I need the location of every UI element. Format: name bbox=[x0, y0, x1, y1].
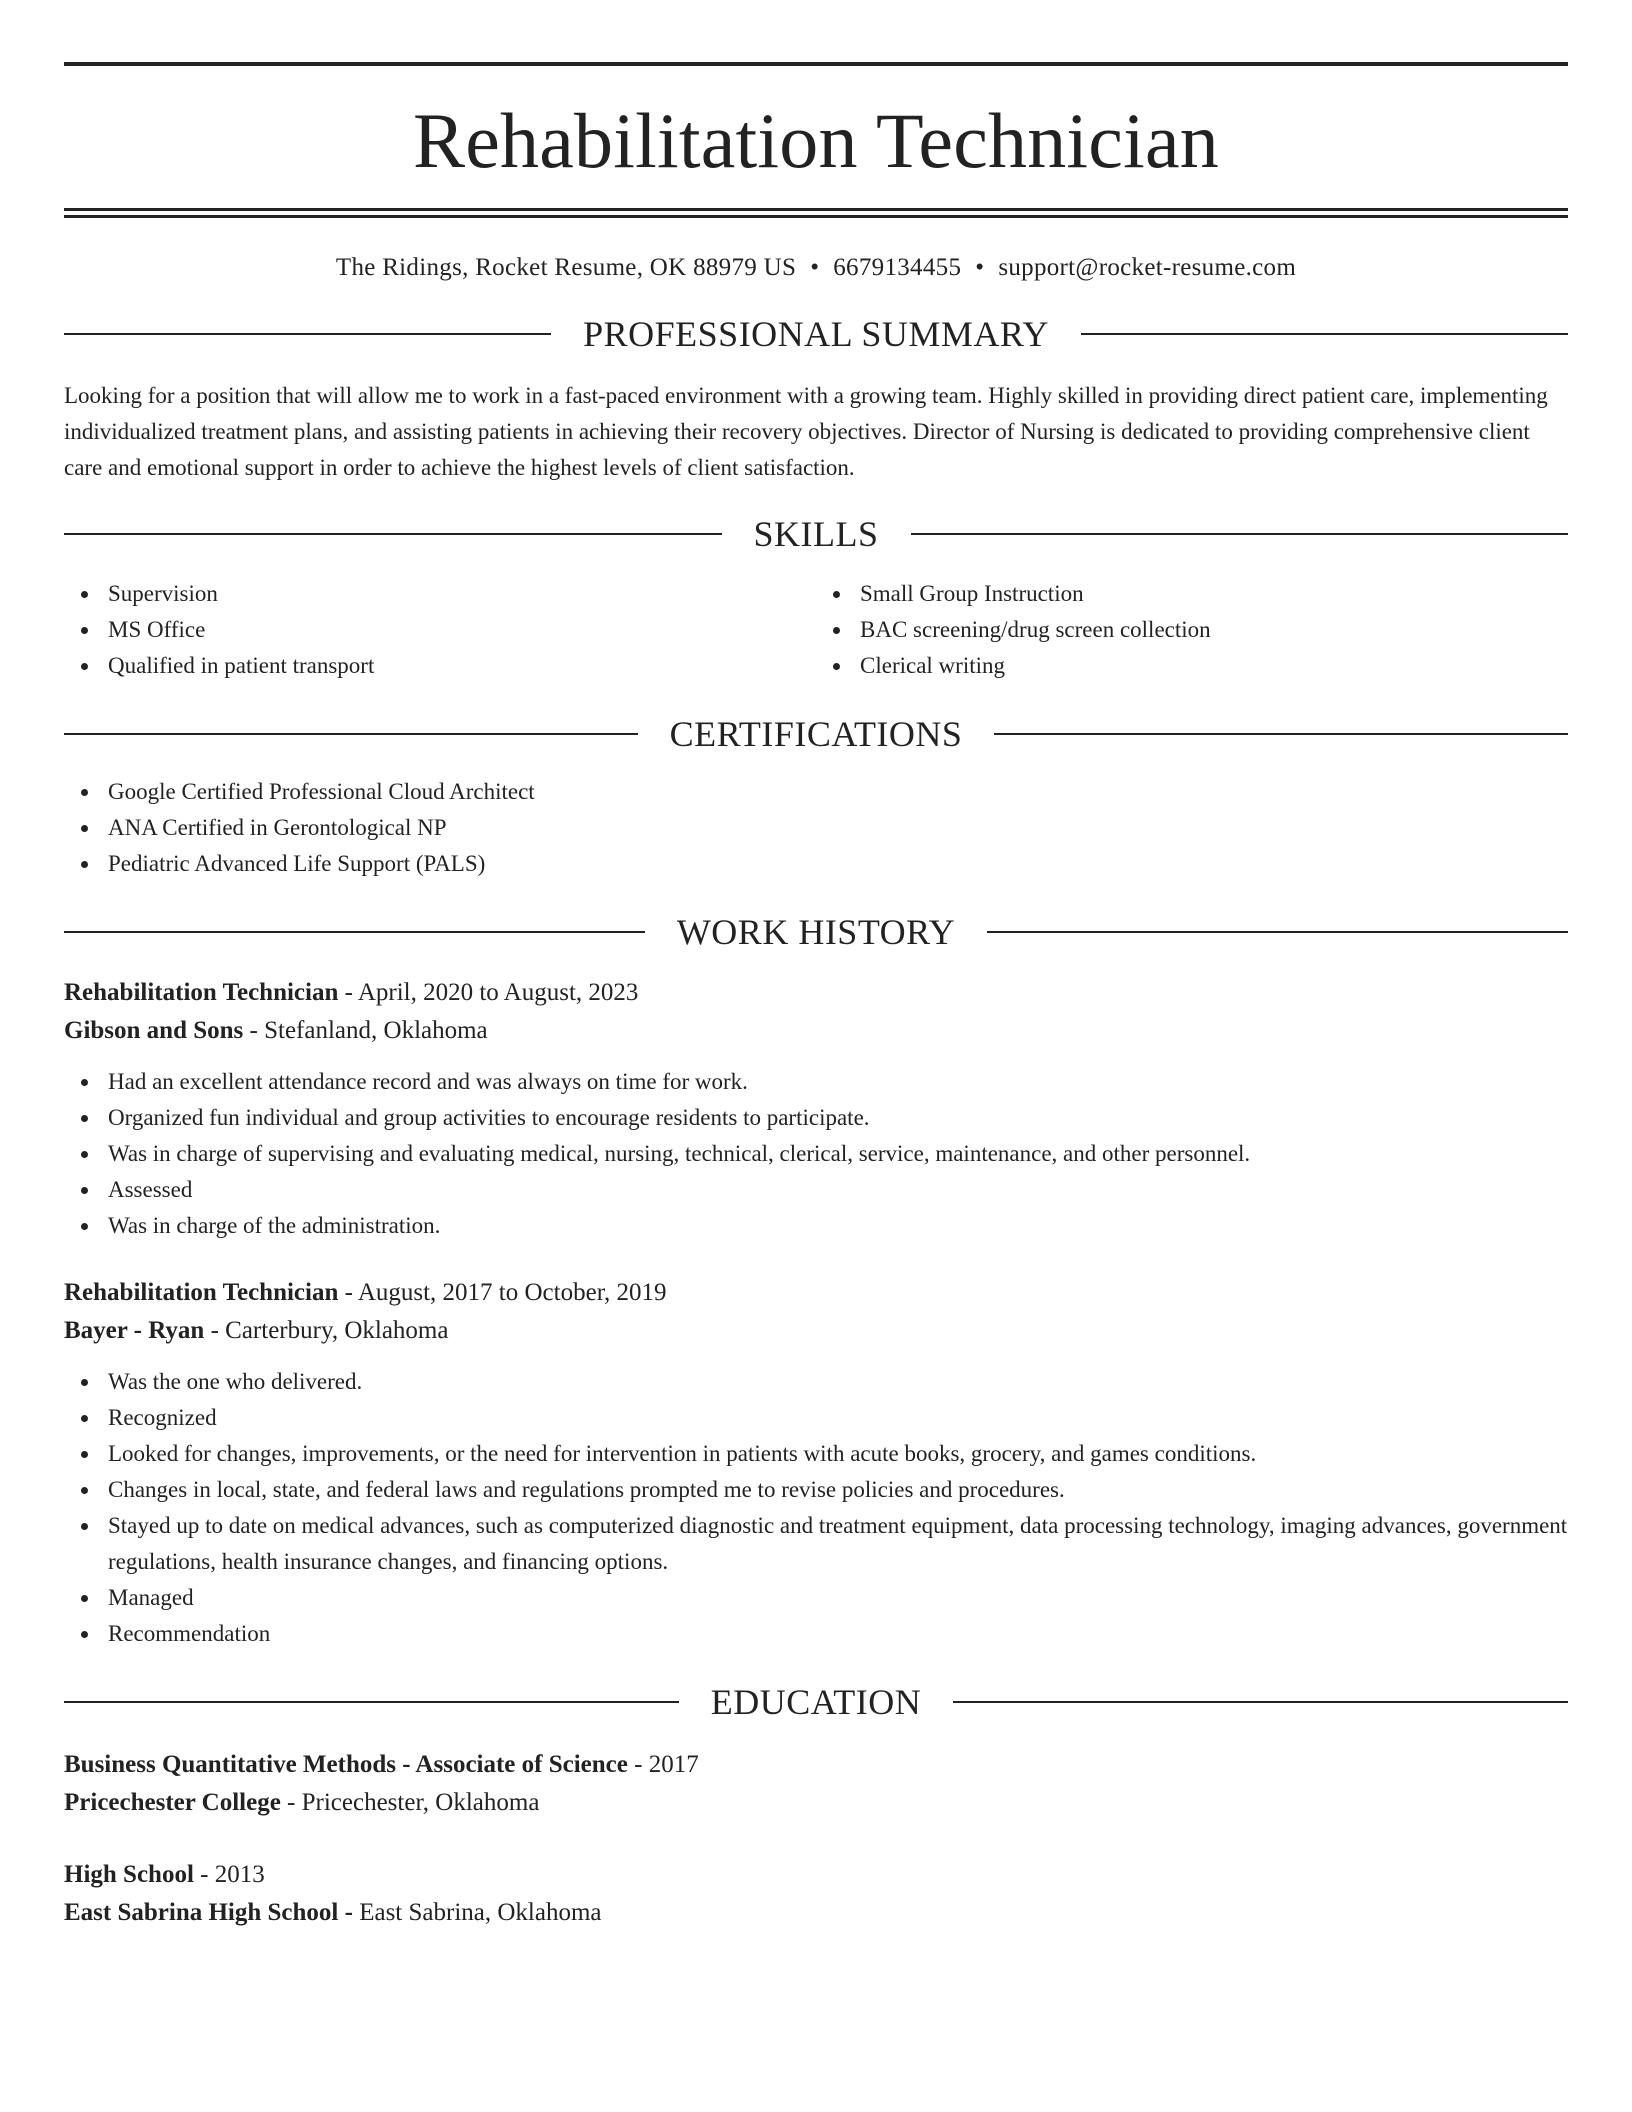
bullet-icon bbox=[81, 825, 88, 832]
bullet-icon bbox=[81, 591, 88, 598]
skill-label: Small Group Instruction bbox=[860, 581, 1084, 606]
education-entry bbox=[64, 1746, 1568, 1822]
bullet-icon bbox=[81, 1187, 88, 1194]
list-item bbox=[64, 1472, 1568, 1508]
list-item bbox=[64, 1436, 1568, 1472]
degree-line bbox=[64, 1746, 1568, 1784]
list-item bbox=[64, 648, 816, 684]
list-item bbox=[64, 1100, 1568, 1136]
section-header-summary bbox=[64, 316, 1568, 352]
school-location: East Sabrina, Oklahoma bbox=[359, 1899, 602, 1926]
skill-label: MS Office bbox=[108, 617, 206, 642]
list-item bbox=[816, 576, 1568, 612]
contact-separator: • bbox=[975, 254, 985, 281]
company-location: - Stefanland, Oklahoma bbox=[249, 1017, 488, 1044]
job-entry bbox=[64, 1274, 1568, 1652]
job-bullet-text: Was in charge of the administration. bbox=[108, 1213, 441, 1238]
list-item bbox=[64, 1508, 1568, 1580]
section-rule bbox=[64, 931, 645, 933]
bullet-icon bbox=[833, 591, 840, 598]
contact-line bbox=[64, 254, 1568, 282]
section-header-skills bbox=[64, 516, 1568, 552]
job-bullet-text: Was in charge of supervising and evaluating medical, nursing, technical, clerical, service, maintenance, and other personnel. bbox=[108, 1141, 1251, 1166]
section-header-education bbox=[64, 1684, 1568, 1720]
section-title: PROFESSIONAL SUMMARY bbox=[583, 314, 1049, 354]
job-bullet-text: Assessed bbox=[108, 1177, 193, 1202]
job-title: Rehabilitation Technician bbox=[64, 979, 339, 1006]
section-rule bbox=[987, 931, 1568, 933]
job-title: Rehabilitation Technician bbox=[64, 1279, 339, 1306]
top-rule bbox=[64, 62, 1568, 66]
job-bullet-text: Recommendation bbox=[108, 1621, 271, 1646]
section-title: CERTIFICATIONS bbox=[669, 714, 963, 754]
list-item bbox=[64, 1400, 1568, 1436]
title-double-rule bbox=[64, 208, 1568, 218]
bullet-icon bbox=[81, 1115, 88, 1122]
skill-label: BAC screening/drug screen collection bbox=[860, 617, 1211, 642]
school-name: Pricechester College bbox=[64, 1789, 281, 1816]
school-location: - Pricechester, Oklahoma bbox=[287, 1789, 540, 1816]
bullet-icon bbox=[81, 1223, 88, 1230]
bullet-icon bbox=[81, 1079, 88, 1086]
certifications-list bbox=[64, 774, 1568, 882]
bullet-icon bbox=[833, 627, 840, 634]
section-rule bbox=[953, 1701, 1568, 1703]
job-title-line bbox=[64, 1274, 1568, 1312]
section-header-certifications bbox=[64, 716, 1568, 752]
degree-year: - 2013 bbox=[200, 1861, 265, 1888]
skill-label: Clerical writing bbox=[860, 653, 1005, 678]
section-rule bbox=[64, 533, 722, 535]
skills-column-left bbox=[64, 576, 816, 684]
company-name: Gibson and Sons bbox=[64, 1017, 244, 1044]
skill-label: Supervision bbox=[108, 581, 218, 606]
bullet-icon bbox=[833, 663, 840, 670]
job-bullet-text: Organized fun individual and group activities to encourage residents to participate. bbox=[108, 1105, 870, 1130]
certification-label: Google Certified Professional Cloud Architect bbox=[108, 779, 535, 804]
summary-text: Looking for a position that will allow me to work in a fast-paced environment with a growing team. Highly skilled in providing direct patient care, implementing individualized treatment plans, and assisting patients in achieving their recovery objectives. Director of Nursing is dedicated to providing comprehensive client care and emotional support in order to achieve the highest levels of client satisfaction. bbox=[64, 383, 1548, 480]
skills-column-right bbox=[816, 576, 1568, 684]
skill-label: Qualified in patient transport bbox=[108, 653, 375, 678]
company-line bbox=[64, 1312, 1568, 1350]
bullet-icon bbox=[81, 1631, 88, 1638]
job-entry bbox=[64, 974, 1568, 1244]
job-bullet-text: Changes in local, state, and federal laws and regulations prompted me to revise policies and procedures. bbox=[108, 1477, 1065, 1502]
contact-phone: 6679134455 bbox=[833, 254, 962, 281]
degree-name: High School bbox=[64, 1861, 194, 1888]
certification-label: ANA Certified in Gerontological NP bbox=[108, 815, 447, 840]
contact-address: The Ridings, Rocket Resume, OK 88979 US bbox=[335, 254, 797, 281]
list-item bbox=[64, 1064, 1568, 1100]
list-item bbox=[64, 1616, 1568, 1652]
degree-year: - 2017 bbox=[634, 1751, 699, 1778]
list-item bbox=[64, 810, 1568, 846]
section-title: WORK HISTORY bbox=[676, 912, 956, 952]
job-bullet-text: Recognized bbox=[108, 1405, 217, 1430]
list-item bbox=[816, 612, 1568, 648]
list-item bbox=[64, 774, 1568, 810]
job-dates: - April, 2020 to August, 2023 bbox=[344, 979, 639, 1006]
section-rule bbox=[64, 333, 551, 335]
bullet-icon bbox=[81, 1487, 88, 1494]
job-dates: - August, 2017 to October, 2019 bbox=[344, 1279, 667, 1306]
section-rule bbox=[911, 533, 1569, 535]
list-item bbox=[64, 612, 816, 648]
list-item bbox=[64, 1364, 1568, 1400]
degree-name: Business Quantitative Methods - Associate of Science bbox=[64, 1751, 628, 1778]
company-name: Bayer - Ryan bbox=[64, 1317, 205, 1344]
bullet-icon bbox=[81, 861, 88, 868]
section-header-work-history bbox=[64, 914, 1568, 950]
job-bullet-text: Looked for changes, improvements, or the need for intervention in patients with acute books, grocery, and games conditions. bbox=[108, 1441, 1257, 1466]
section-rule bbox=[64, 733, 638, 735]
list-item bbox=[64, 1208, 1568, 1244]
bullet-icon bbox=[81, 627, 88, 634]
bullet-icon bbox=[81, 1151, 88, 1158]
job-bullet-text: Managed bbox=[108, 1585, 194, 1610]
school-name: East Sabrina High School - bbox=[64, 1899, 353, 1926]
bullet-icon bbox=[81, 1451, 88, 1458]
section-rule bbox=[994, 733, 1568, 735]
list-item bbox=[64, 846, 1568, 882]
job-title-line bbox=[64, 974, 1568, 1012]
list-item bbox=[64, 1172, 1568, 1208]
skills-list bbox=[64, 576, 1568, 684]
list-item bbox=[816, 648, 1568, 684]
resume-title: Rehabilitation Technician bbox=[412, 97, 1220, 184]
contact-separator: • bbox=[810, 254, 820, 281]
bullet-icon bbox=[81, 1415, 88, 1422]
school-line bbox=[64, 1894, 1568, 1932]
list-item bbox=[64, 576, 816, 612]
certification-label: Pediatric Advanced Life Support (PALS) bbox=[108, 851, 486, 876]
company-line bbox=[64, 1012, 1568, 1050]
list-item bbox=[64, 1580, 1568, 1616]
bullet-icon bbox=[81, 1523, 88, 1530]
job-bullet-text: Was the one who delivered. bbox=[108, 1369, 363, 1394]
list-item bbox=[64, 1136, 1568, 1172]
contact-email: support@rocket-resume.com bbox=[998, 254, 1297, 281]
section-rule bbox=[1081, 333, 1568, 335]
bullet-icon bbox=[81, 1595, 88, 1602]
job-bullets bbox=[64, 1364, 1568, 1652]
bullet-icon bbox=[81, 789, 88, 796]
company-location: - Carterbury, Oklahoma bbox=[210, 1317, 449, 1344]
job-bullet-text: Had an excellent attendance record and was always on time for work. bbox=[108, 1069, 748, 1094]
bullet-icon bbox=[81, 1379, 88, 1386]
section-rule bbox=[64, 1701, 679, 1703]
job-bullet-text: Stayed up to date on medical advances, such as computerized diagnostic and treatment equipment, data processing technology, imaging advances, government regulations, health insurance changes, and financing options. bbox=[108, 1513, 1568, 1574]
education-entry bbox=[64, 1856, 1568, 1932]
job-bullets bbox=[64, 1064, 1568, 1244]
section-title: SKILLS bbox=[753, 514, 879, 554]
bullet-icon bbox=[81, 663, 88, 670]
school-line bbox=[64, 1784, 1568, 1822]
degree-line bbox=[64, 1856, 1568, 1894]
section-title: EDUCATION bbox=[710, 1682, 922, 1722]
